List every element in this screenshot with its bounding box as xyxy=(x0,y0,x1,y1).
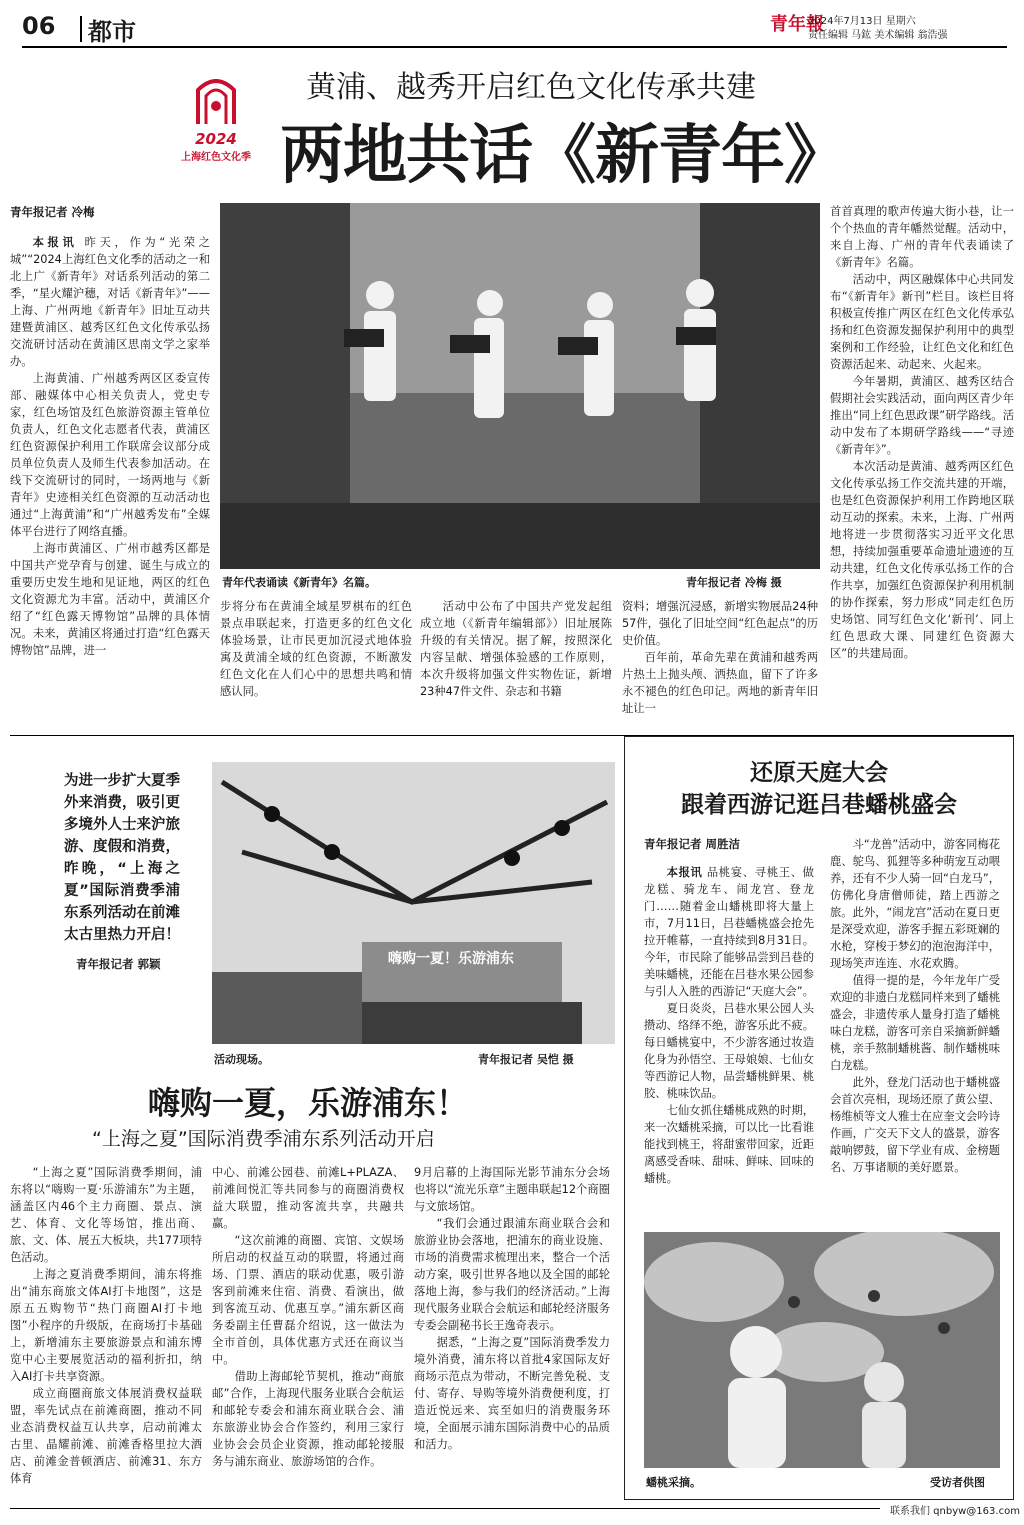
paragraph-text: 步将分布在黄浦全域星罗棋布的红色景点串联起来，打造更多的红色文化体验场景，让市民更加沉浸式地体验寓及黄浦全域的红色资源，不断激发红色文化在人们心中的思想共鸣和情感认同。 xyxy=(220,600,412,698)
story3-column-2 xyxy=(830,836,1000,1224)
paragraph-text: 资料；增强沉浸感，新增实物展品24种57件，强化了旧址空间“红色起点”的历史价值。 xyxy=(622,600,818,647)
paragraph-text: “这次前滩的商圈、宾馆、文娱场所启动的权益互动的联盟，将通过商场、门票、酒店的联动优惠，吸引游客到前滩来住宿、消费、看演出，做到客流互动、优惠互享。”浦东新区商务委副主任曹磊介绍说，这一做法为全市首创，具体优惠方式还在商议当中。 xyxy=(212,1234,404,1366)
story2-column-2 xyxy=(212,1164,404,1504)
story2-intro: 为进一步扩大夏季外来消费，吸引更多境外人士来沪旅游、度假和消费，昨晚，“上海之夏”国际消费季浦东系列活动在前滩太古里热力开启！ xyxy=(64,773,180,943)
paragraph xyxy=(830,203,1014,271)
paragraph-text: 昨天，作为“光荣之城”“2024上海红色文化季的活动之一和北上广《新青年》对话系列活动的第二季，“星火耀沪穗，对话《新青年》”——上海、广州两地《新青年》旧址互动共建暨黄浦区、越秀区红色文化传承弘扬交流研讨活动在黄浦区思南文学之家举办。 xyxy=(10,236,210,368)
badge-year: 2024 xyxy=(195,130,237,148)
paragraph-text: 活动中，两区融媒体中心共同发布“《新青年》新刊”栏目。该栏目将积极宣传推广两区在红色文化传承弘扬和红色资源发掘保护利用中的典型案例和工作经验，让红色文化和红色资源活起来、动起来、火起来。 xyxy=(830,273,1014,371)
festival-badge xyxy=(180,70,252,180)
story1-column-5 xyxy=(830,203,1014,729)
footer-contact: 联系我们 qnbyw@163.com xyxy=(890,1506,1020,1517)
stage-scene-illustration xyxy=(212,762,615,1044)
paragraph-text: 成立商圈商旅文体展消费权益联盟，率先试点在前滩商圈，推动不同业态消费权益互认共享，启动前滩太古里、晶耀前滩、前滩香格里拉大酒店、前滩金普顿酒店、前滩31、东方体育 xyxy=(10,1387,202,1485)
story1-photo xyxy=(220,203,820,569)
paragraph xyxy=(212,1368,404,1470)
story1-kicker: 黄浦、越秀开启红色文化传承共建 xyxy=(306,70,756,105)
footer-rule xyxy=(10,1508,880,1509)
story2-photo-credit: 青年报记者 吴恺 摄 xyxy=(478,1053,574,1066)
paragraph xyxy=(644,1102,814,1187)
paragraph xyxy=(10,1266,202,1385)
story2-intro-byline: 青年报记者 郭颖 xyxy=(76,957,161,971)
story2-column-3 xyxy=(414,1164,610,1504)
peach-picking-illustration xyxy=(644,1232,1000,1468)
editors: 责任编辑 马鈜 美术编辑 翁浩强 xyxy=(808,30,948,41)
page-number: 06 xyxy=(22,12,56,40)
paragraph xyxy=(830,836,1000,972)
story1-column-4 xyxy=(622,598,818,730)
story1-column-2 xyxy=(220,598,412,730)
story2-headline: 嗨购一夏，乐游浦东！ xyxy=(148,1084,469,1122)
paragraph xyxy=(212,1232,404,1368)
paragraph-text: 9月启幕的上海国际光影节浦东分会场也将以“流光乐章”主题串联起12个商圈与文旅场馆。 xyxy=(414,1166,610,1213)
paragraph-text: 中心、前滩公园巷、前滩L+PLAZA、前滩间悦汇等共同参与的商圈消费权益大联盟，推动客流共享，共融共赢。 xyxy=(212,1166,404,1230)
paragraph xyxy=(644,1000,814,1102)
paragraph xyxy=(10,1385,202,1487)
paragraph xyxy=(644,864,814,1000)
badge-gate-icon xyxy=(192,70,240,126)
issue-date: 2024年7月13日 星期六 xyxy=(808,16,916,27)
newspaper-logo: 青年報 xyxy=(770,14,824,35)
badge-name: 上海红色文化季 xyxy=(181,152,251,163)
story2-photo xyxy=(212,762,615,1044)
story3-headline-line2: 跟着西游记逛吕巷蟠桃盛会 xyxy=(681,792,957,818)
paragraph xyxy=(10,540,210,659)
paragraph-text: 品桃宴、寻桃王、做龙糕、骑龙车、闹龙宫、登龙门……随着金山蟠桃即将大量上市，7月11日，吕巷蟠桃盛会抢先拉开帷幕，一直持续到8月31日。今年，市民除了能够品尝到吕巷的美味蟠桃，还能在吕巷水果公园参与引人入胜的西游记“天庭大会”。 xyxy=(644,866,814,998)
paragraph xyxy=(414,1164,610,1215)
paragraph-text: 活动中公布了中国共产党发起组成立地（《新青年编辑部》）旧址展陈升级的有关情况。据了解，按照深化内容呈献、增强体验感的工作原则，本次升级将加强文件实物佐证，新增23种47件文件、杂志和书籍 xyxy=(420,600,612,698)
paragraph xyxy=(830,271,1014,373)
story2-photo-caption: 活动现场。 xyxy=(214,1053,269,1066)
paragraph xyxy=(622,598,818,649)
story1-byline: 青年报记者 冷梅 xyxy=(10,205,95,219)
paragraph xyxy=(830,972,1000,1074)
story1-photo-credit: 青年报记者 冷梅 摄 xyxy=(686,576,782,589)
header-rule xyxy=(22,46,1007,48)
story1-column-1 xyxy=(10,234,210,714)
paragraph-text: “我们会通过跟浦东商业联合会和旅游业协会落地，把浦东的商业设施、市场的消费需求梳理出来，整合一个活动方案，吸引世界各地以及全国的邮轮落地上海，参与我们的经济活动。”上海现代服务业联合会航运和邮轮经济服务专委会副秘书长王逸奇表示。 xyxy=(414,1217,610,1332)
story1-column-3 xyxy=(420,598,612,730)
dateline: 本报讯 xyxy=(666,866,703,879)
paragraph xyxy=(10,1164,202,1266)
story2-column-1 xyxy=(10,1164,202,1504)
paragraph xyxy=(622,649,818,717)
story3-photo-caption: 蟠桃采摘。 xyxy=(646,1476,701,1489)
paragraph-text: 夏日炎炎，吕巷水果公园人头攒动、络绎不绝，游客乐此不疲。每日蟠桃宴中，不少游客通过妆造化身为孙悟空、王母娘娘、七仙女等西游记人物，品尝蟠桃鲜果、桃胶、桃味饮品。 xyxy=(644,1002,814,1100)
paragraph xyxy=(414,1334,610,1453)
dateline: 本报讯 xyxy=(32,236,78,249)
story3-headline-line1: 还原天庭大会 xyxy=(750,760,888,786)
paragraph xyxy=(830,373,1014,458)
paragraph xyxy=(10,370,210,540)
paragraph xyxy=(220,598,412,700)
paragraph-text: 今年暑期，黄浦区、越秀区结合假期社会实践活动，面向两区青少年推出“同上红色思政课”研学路线。活动中发布了本期研学路线——“寻迹《新青年》”。 xyxy=(830,375,1014,456)
paragraph-text: 据悉，“上海之夏”国际消费季发力境外消费，浦东将以首批4家国际友好商场示范点为带动，不断完善免税、支付、寄存、导购等境外消费便利度，打造近悦远来、宾至如归的消费服务环境，全面展示浦东国际消费中心的品质和活力。 xyxy=(414,1336,610,1451)
paragraph-text: 七仙女抓住蟠桃成熟的时期，来一次蟠桃采摘，可以比一比看谁能找到桃王，将甜蜜带回家，近距离感受香味、甜味、鲜味、回味的蟠桃。 xyxy=(644,1104,814,1185)
paragraph-text: 百年前，革命先辈在黄浦和越秀两片热土上抛头颅、洒热血，留下了许多永不褪色的红色印记。两地的新青年旧址让一 xyxy=(622,651,818,715)
paragraph xyxy=(212,1164,404,1232)
paragraph xyxy=(830,1074,1000,1176)
header-divider xyxy=(80,16,82,42)
paragraph-text: 上海之夏消费季期间，浦东将推出“浦东商旅文体AI打卡地图”，这是原五五购物节“热门商圈AI打卡地图”小程序的升级版，在商场打卡基础上，新增浦东主要旅游景点和浦东博览中心主要展览活动的福利折扣，纳入AI打卡共享资源。 xyxy=(10,1268,202,1383)
stage-banner-text: 嗨购一夏！乐游浦东 xyxy=(388,951,514,967)
paragraph-text: 借助上海邮轮节契机，推动“商旅邮”合作，上海现代服务业联合会航运和邮轮专委会和浦东商业联合会、浦东旅游业协会合作签约，利用三家行业协会会员企业资源，推动邮轮接服务与浦东商业、旅游场馆的合作。 xyxy=(212,1370,404,1468)
paragraph-text: 上海黄浦、广州越秀两区区委宣传部、融媒体中心相关负责人，党史专家，红色场馆及红色旅游资源主管单位负责人，红色文化志愿者代表，黄浦区红色资源保护利用工作联席会议部分成员单位负责人及师生代表参加活动。在线下交流研讨的同时，一场两地与《新青年》史迹相关红色资源的互动活动也通过“上海黄浦”和“广州越秀发布”全媒体平台进行了网络直播。 xyxy=(10,372,210,538)
story2-subhead: “上海之夏”国际消费季浦东系列活动开启 xyxy=(92,1128,435,1150)
paragraph xyxy=(830,458,1014,662)
story3-photo-credit: 受访者供图 xyxy=(930,1476,985,1489)
story1-photo-caption: 青年代表诵读《新青年》名篇。 xyxy=(222,576,376,589)
paragraph xyxy=(420,598,612,700)
reading-scene-illustration xyxy=(220,203,820,569)
paragraph xyxy=(414,1215,610,1334)
story3-byline: 青年报记者 周胜洁 xyxy=(644,837,741,851)
paragraph-text: 上海市黄浦区、广州市越秀区都是中国共产党孕育与创建、诞生与成立的重要历史发生地和见证地，两区的红色文化资源尤为丰富。活动中，黄浦区介绍了“红色露天博物馆”品牌的具体情况。未来，黄浦区将通过打造“红色露天博物馆”品牌，进一 xyxy=(10,542,210,657)
paragraph-text: 首首真理的歌声传遍大街小巷，让一个个热血的青年幡然觉醒。活动中，来自上海、广州的青年代表诵读了《新青年》名篇。 xyxy=(830,205,1014,269)
paragraph-text: 此外，登龙门活动也于蟠桃盛会首次亮相，现场还原了黄公望、杨维桢等文人雅士在应奎文会吟诗作画，广交天下文人的盛景，游客敲响锣鼓，留下学业有成、金榜题名、万事诸顺的美好愿景。 xyxy=(830,1076,1000,1174)
story3-column-1 xyxy=(644,864,814,1224)
paragraph-text: 值得一提的是，今年龙年广受欢迎的非遗白龙糕同样来到了蟠桃盛会，非遗传承人量身打造了蟠桃味白龙糕，游客可亲自采摘新鲜蟠桃，亲手熬制蟠桃酱、制作蟠桃味白龙糕。 xyxy=(830,974,1000,1072)
paragraph-text: “上海之夏”国际消费季期间，浦东将以“嗨购一夏·乐游浦东”为主题，涵盖区内46个主力商圈、景点、演艺、体育、文化等场馆，推出商、旅、文、体、展五大板块，共177项特色活动。 xyxy=(10,1166,202,1264)
section-name: 都市 xyxy=(88,18,136,46)
story3-photo xyxy=(644,1232,1000,1468)
story1-headline: 两地共话《新青年》 xyxy=(280,119,847,193)
paragraph-text: 本次活动是黄浦、越秀两区红色文化传承弘扬工作交流共建的开端，也是红色资源保护利用工作跨地区联动互动的探索。未来，上海、广州两地将进一步贯彻落实习近平文化思想，持续加强重要革命遗址遗迹的互动共建，红色文化传承弘扬工作的合作共享，加强红色资源保护利用机制的协作探索，努力形成“同走红色历史场馆、同写红色文化‘新刊’、同上红色思政大课、同建红色资源大区”的共建局面。 xyxy=(830,460,1014,660)
paragraph xyxy=(10,234,210,370)
paragraph-text: 斗“龙兽”活动中，游客同梅花鹿、鸵鸟、狐狸等多种萌宠互动喂养，还有不少人骑一回“白龙马”，仿佛化身唐僧师徒，踏上西游之旅。此外，“闹龙宫”活动在夏日更是深受欢迎，游客手握五彩斑斓的水枪，穿梭于梦幻的泡泡海洋中，现场笑声连连、水花欢腾。 xyxy=(830,838,1000,970)
